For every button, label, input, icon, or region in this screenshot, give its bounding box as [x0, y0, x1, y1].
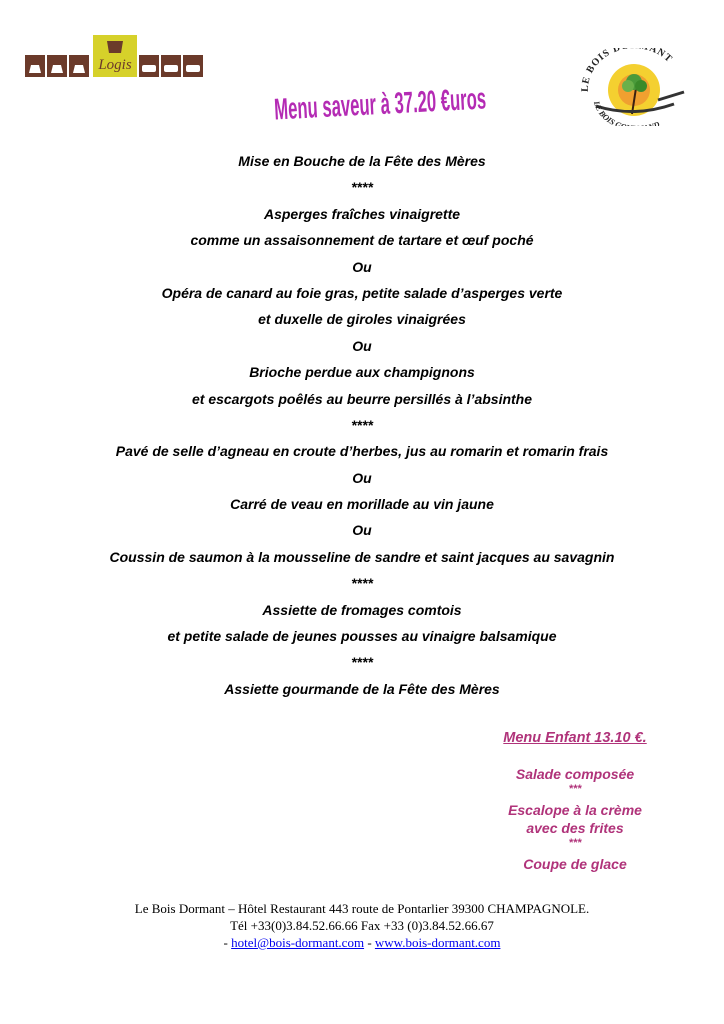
- menu-line: Carré de veau en morillade au vin jaune: [230, 496, 494, 513]
- menu-line: et duxelle de giroles vinaigrées: [258, 311, 466, 328]
- kids-menu-item: avec des frites: [526, 820, 624, 836]
- bois-dormant-logo: [574, 48, 694, 126]
- menu-line: Ou: [352, 522, 372, 539]
- footer-address: Le Bois Dormant – Hôtel Restaurant 443 route de Pontarlier 39300 CHAMPAGNOLE.: [134, 901, 590, 916]
- kids-menu-heading: Menu Enfant 13.10 €.: [503, 730, 647, 746]
- footer-separator: -: [364, 935, 375, 950]
- menu-line: Asperges fraîches vinaigrette: [263, 205, 461, 222]
- menu-line: Pavé de selle d’agneau en croute d’herbes, jus au romarin et romarin frais: [115, 443, 609, 460]
- kids-menu-separator: ***: [568, 783, 582, 795]
- logis-wordmark: Logis: [98, 57, 132, 73]
- menu-line: ****: [351, 416, 373, 433]
- menu-line: et escargots poêlés au beurre persillés à l’absinthe: [191, 390, 533, 407]
- menu-line: et petite salade de jeunes pousses au vinaigre balsamique: [167, 628, 557, 645]
- kids-menu-item: Salade composée: [515, 766, 635, 782]
- menu-line: Opéra de canard au foie gras, petite salade d’asperges verte: [161, 284, 563, 301]
- footer-separator: -: [223, 935, 232, 950]
- logo-top-text: LE BOIS D ANT: [579, 48, 675, 93]
- kids-menu: [490, 725, 660, 873]
- menu-title: [270, 72, 490, 132]
- menu-line: Assiette de fromages comtois: [262, 601, 462, 618]
- menu-line: Brioche perdue aux champignons: [249, 364, 475, 381]
- menu-line: Assiette gourmande de la Fête des Mères: [224, 680, 500, 697]
- menu-line: ****: [351, 654, 373, 671]
- website-link[interactable]: www.bois-dormant.com: [374, 935, 501, 950]
- kids-menu-item: Coupe de glace: [523, 856, 627, 872]
- footer: [0, 900, 724, 951]
- email-link[interactable]: hotel@bois-dormant.com: [231, 935, 365, 950]
- menu-line: ****: [351, 575, 373, 592]
- menu-line: Ou: [352, 258, 372, 275]
- kids-menu-separator: ***: [568, 837, 582, 849]
- logo-bottom-text: LE BOIS G D: [591, 100, 661, 126]
- menu-line: Mise en Bouche de la Fête des Mères: [238, 153, 486, 169]
- menu-line: Coussin de saumon à la mousseline de sandre et saint jacques au savagnin: [109, 548, 615, 565]
- logis-logo: [25, 35, 210, 80]
- menu-line: comme un assaisonnement de tartare et œuf poché: [190, 232, 534, 249]
- menu-line: Ou: [352, 469, 372, 486]
- menu-line: ****: [351, 179, 373, 196]
- fork-icon: [658, 92, 684, 100]
- kids-menu-item: Escalope à la crème: [508, 802, 642, 818]
- menu-list: [0, 148, 724, 702]
- footer-links: [0, 934, 724, 951]
- footer-phone-fax: Tél +33(0)3.84.52.66.66 Fax +33 (0)3.84.52.66.67: [230, 918, 494, 933]
- menu-line: Ou: [352, 337, 372, 354]
- menu-title-text: Menu saveur à: [273, 82, 484, 127]
